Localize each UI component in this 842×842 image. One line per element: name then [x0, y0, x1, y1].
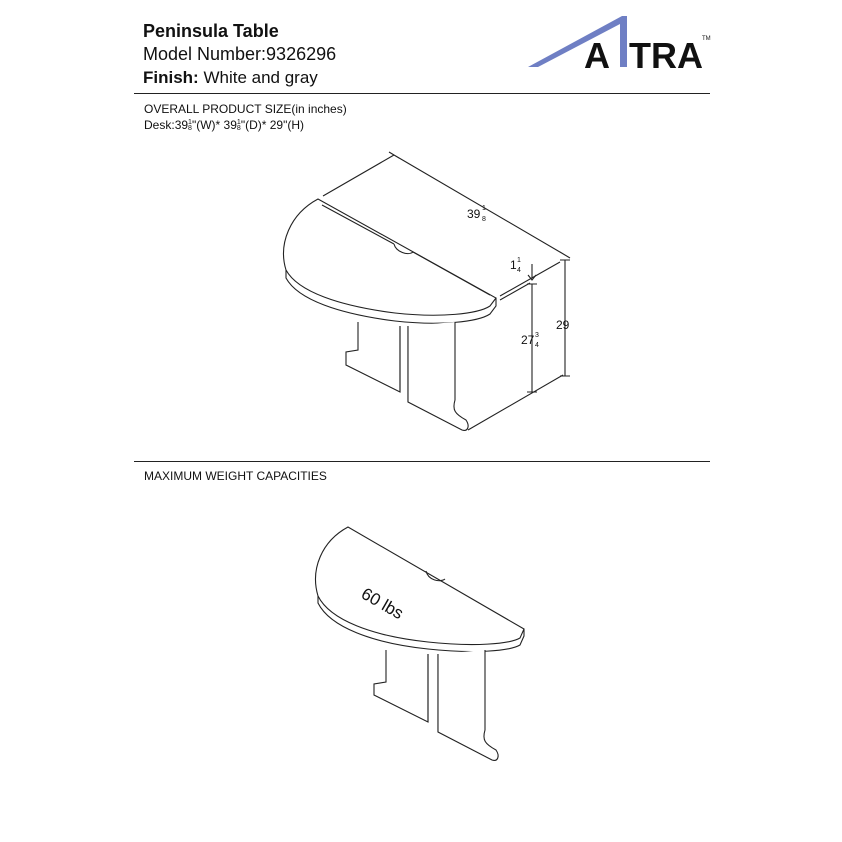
dim-length-num: 1 — [482, 205, 486, 212]
lower-leg-left — [374, 650, 428, 722]
logo-letter-a: A — [584, 35, 610, 72]
upper-dim-extension — [500, 262, 560, 300]
dim-total-height: 29 — [556, 318, 570, 332]
height-suffix: "(H) — [283, 118, 305, 132]
load-label: 60 lbs — [358, 584, 407, 624]
lower-leg-right — [438, 650, 498, 760]
dim-leg-whole: 27 — [521, 333, 535, 347]
upper-tabletop — [284, 199, 496, 315]
width-num: 1 — [188, 118, 192, 126]
upper-leg-divider — [400, 326, 408, 402]
dim-top-whole: 1 — [510, 258, 517, 272]
product-title: Peninsula Table — [143, 21, 279, 41]
upper-leg-left — [346, 322, 400, 392]
width-suffix: "(W)* — [191, 118, 221, 132]
lower-leg-divider — [428, 654, 438, 732]
logo-trademark: TM — [702, 36, 711, 42]
model-value: 9326296 — [266, 44, 337, 64]
width-den: 8 — [188, 124, 192, 132]
dim-length-den: 8 — [482, 216, 486, 223]
dim-top-den: 4 — [517, 267, 521, 274]
model-label: Model Number: — [143, 44, 267, 64]
dim-top-num: 1 — [517, 257, 521, 264]
dim-leg-num: 3 — [535, 332, 539, 339]
size-heading: OVERALL PRODUCT SIZE(in inches) — [144, 102, 347, 116]
lower-table-drawing — [316, 527, 524, 760]
desk-label: Desk: — [144, 118, 175, 132]
dim-length-whole: 39 — [467, 207, 481, 221]
weight-heading: MAXIMUM WEIGHT CAPACITIES — [144, 469, 327, 483]
lower-tabletop — [316, 527, 524, 645]
depth-whole: 39 — [223, 118, 237, 132]
height-value: 29 — [269, 118, 284, 132]
upper-dim-floor — [468, 375, 563, 430]
depth-den: 8 — [236, 124, 241, 132]
finish-value: White and gray — [203, 68, 318, 87]
upper-leg-right — [408, 322, 468, 430]
upper-table-drawing — [284, 152, 570, 430]
depth-suffix: "(D)* — [240, 118, 267, 132]
logo-letters-tra: TRA — [629, 35, 703, 72]
dim-leg-den: 4 — [535, 342, 539, 349]
finish-label: Finish: — [143, 68, 199, 87]
depth-num: 1 — [236, 118, 241, 126]
width-whole: 39 — [174, 118, 189, 132]
upper-dim-top-tick — [528, 264, 536, 280]
